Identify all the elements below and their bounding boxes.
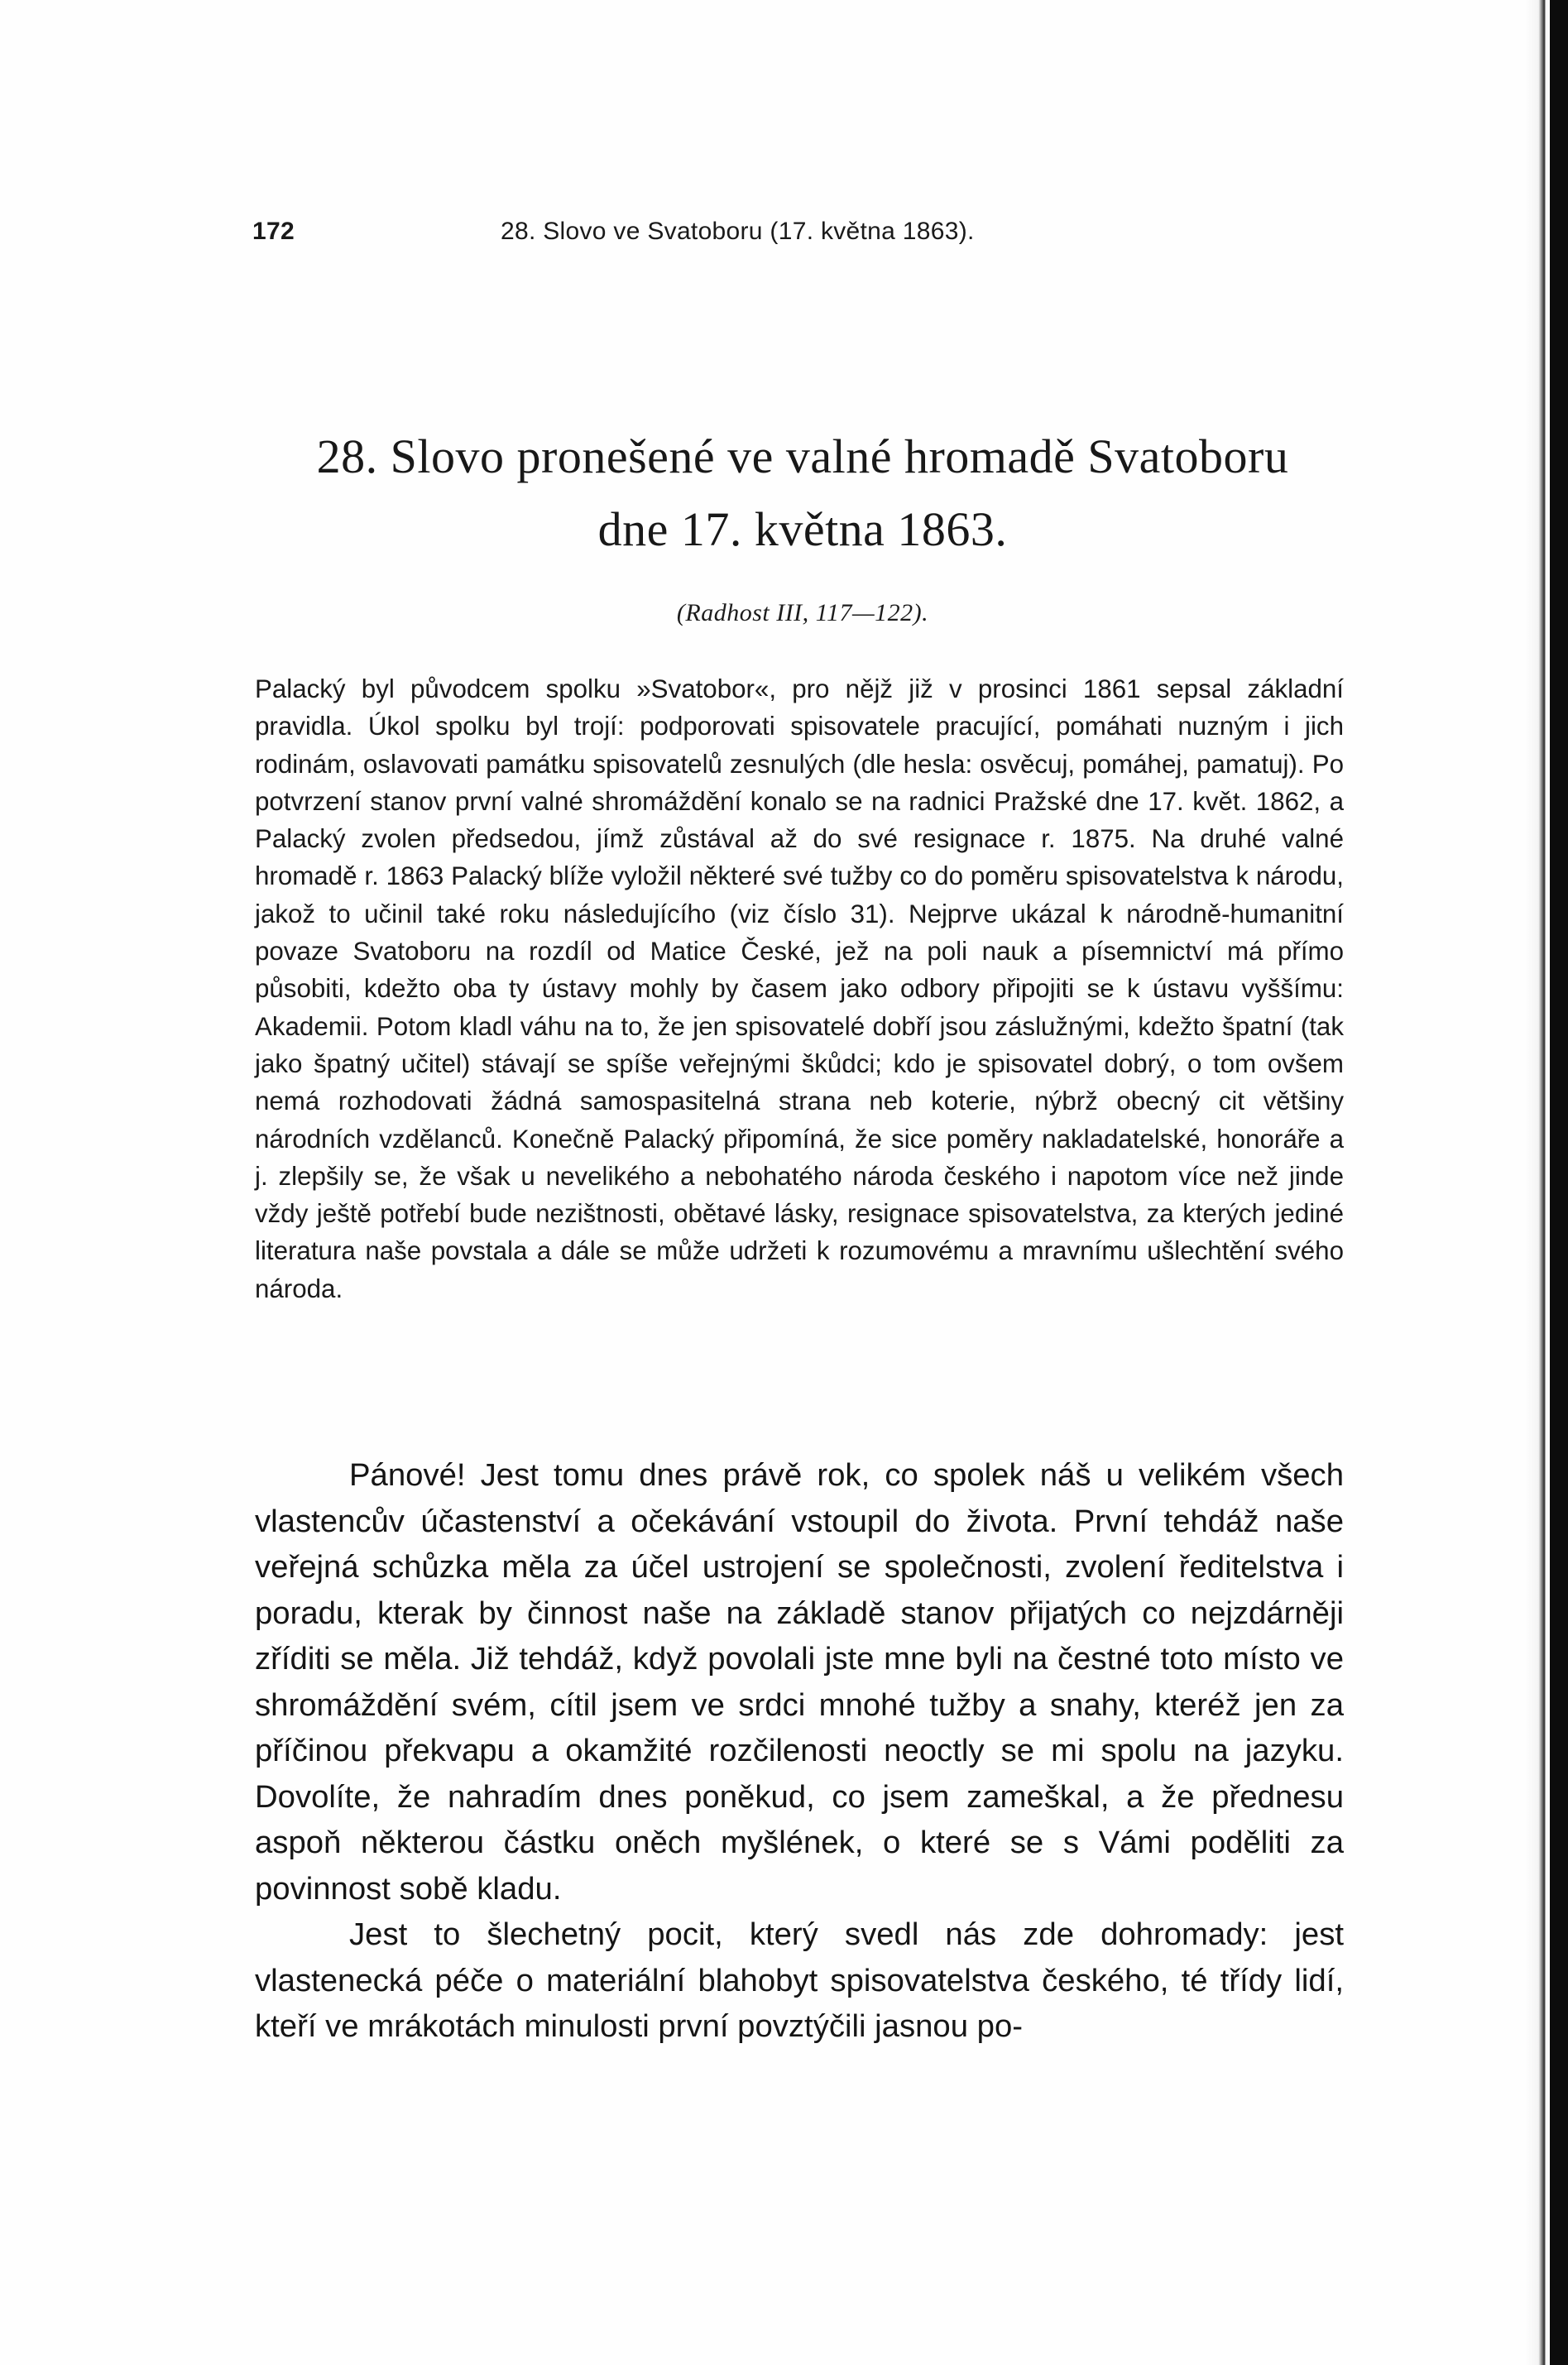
scan-edge — [1550, 0, 1568, 2365]
running-head — [252, 218, 1394, 251]
speech-text — [255, 1452, 1344, 2050]
speech-paragraph-1: Pánové! Jest tomu dnes právě rok, co spolek náš u velikém všech vlastencův účastenství a očekávání vstoupil do života. První tehdáž naše veřejná schůzka měla za účel ustrojení se společnosti, zvolení ředitelstva i poradu, kterak by činnost naše na základě stanov přijatých co nejzdárněji zříditi se měla. Již tehdáž, když povolali jste mne byli na čestné toto místo ve shromáždění svém, cítil jsem ve srdci mnohé tužby a snahy, kteréž jen za příčinou překvapu a okamžité rozčilenosti neoctly se mi spolu na jazyku. Dovolíte, že nahradím dnes poněkud, co jsem zameškal, a že přednesu aspoň některou částku oněch myšlének, o které se s Vámi poděliti za povinnost sobě kladu. — [255, 1457, 1344, 1907]
source-note: (Radhost III, 117—122). — [676, 599, 929, 626]
chapter-title-line-1: 28. Slovo pronešené ve valné hromadě Svatoboru — [316, 429, 1289, 483]
scan-edge-shadow — [1525, 0, 1550, 2365]
chapter-title — [248, 420, 1357, 566]
speech-paragraph-2: Jest to šlechetný pocit, který svedl nás zde dohromady: jest vlastenecká péče o materiální blahobyt spisovatelstva českého, té třídy lidí, kteří ve mrákotách minulosti první povztýčili jasnou po- — [255, 1916, 1344, 2044]
intro-paragraph — [255, 670, 1344, 1307]
page-number: 172 — [252, 218, 295, 245]
intro-text: Palacký byl původcem spolku »Svatobor«, pro nějž již v prosinci 1861 sepsal základní pravidla. Úkol spolku byl trojí: podporovati spisovatele pracující, pomáhati nuzným i jich rodinám, oslavovati památku spisovatelů zesnulých (dle hesla: osvěcuj, pomáhej, pamatuj). Po potvrzení stanov první valné shromáždění konalo se na radnici Pražské dne 17. květ. 1862, a Palacký zvolen předsedou, jímž zůstával až do své resignace r. 1875. Na druhé valné hromadě r. 1863 Palacký blíže vyložil některé své tužby co do poměru spisovatelstva k národu, jakož to učinil také roku následujícího (viz číslo 31). Nejprve ukázal k národně-humanitní povaze Svatoboru na rozdíl od Matice České, jež na poli nauk a písemnictví má přímo působiti, kdežto oba ty ústavy mohly by časem jako odbory připojiti se k ústavu vyššímu: Akademii. Potom kladl váhu na to, že jen spisovatelé dobří jsou záslužnými, kdežto špatní (tak jako špatný učitel) stávají se spíše veřejnými škůdci; kdo je spisovatel dobrý, o tom ovšem nemá rozhodovati žádná samospasitelná strana neb koterie, nýbrž obecný cit většiny národních vzdělanců. Konečně Palacký připomíná, že sice poměry nakladatelské, honoráře a j. zlepšily se, že však u nevelikého a nebohatého národa českého i napotom více než jinde vždy ještě potřebí bude nezištnosti, obětavé lásky, resignace spisovatelstva, za kterých jediné literatura naše povstala a dále se může udržeti k rozumovému a mravnímu ušlechtění svého národa. — [255, 674, 1344, 1303]
running-title: 28. Slovo ve Svatoboru (17. května 1863). — [501, 218, 975, 245]
chapter-title-line-2: dne 17. května 1863. — [597, 502, 1008, 556]
